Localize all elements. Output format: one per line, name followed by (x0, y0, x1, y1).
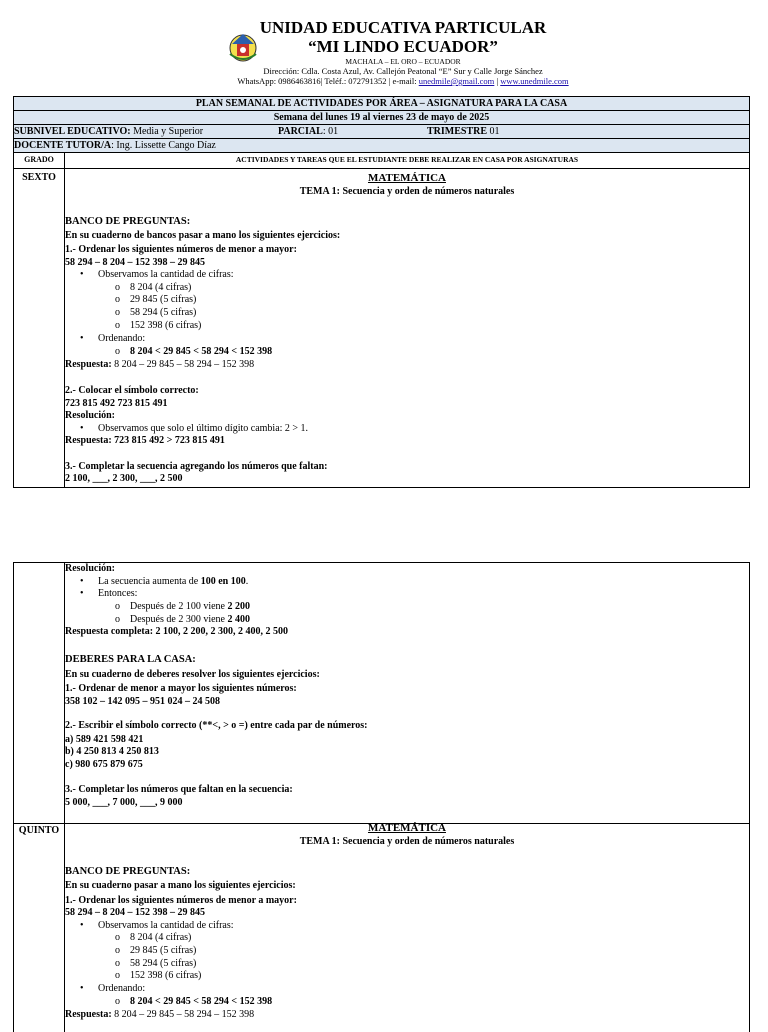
instruction: En su cuaderno de deberes resolver los siguientes ejercicios: (65, 669, 320, 680)
answer-1: Respuesta: 8 204 – 29 845 – 58 294 – 152 398 (65, 1009, 255, 1020)
school-name: “MI LINDO ECUADOR” (308, 37, 498, 56)
docente-row (14, 139, 749, 153)
school-contact (65, 76, 741, 86)
question-1: 1.- Ordenar los siguientes números de menor a mayor: (65, 895, 297, 906)
section-banco: BANCO DE PREGUNTAS: (65, 216, 191, 227)
answer-3: Respuesta completa: 2 100, 2 200, 2 300, 2 400, 2 500 (65, 626, 289, 637)
list-item: • Entonces: (80, 588, 138, 599)
docente: DOCENTE TUTOR/A: Ing. Lissette Cango Díaz (14, 140, 216, 151)
instruction: En su cuaderno pasar a mano los siguientes ejercicios: (65, 880, 296, 891)
sublevel: SUBNIVEL EDUCATIVO: Media y Superior (14, 126, 204, 137)
contact-text: WhatsApp: 0986463816| Teléf.: 072791352 | e-mail: (237, 76, 419, 86)
homework-2b: b) 4 250 813 4 250 813 (65, 746, 159, 757)
answer-2: Respuesta: 723 815 492 > 723 815 491 (65, 435, 225, 446)
list-item: • Observamos que solo el último dígito cambia: 2 > 1. (80, 423, 309, 434)
question-2-numbers: 723 815 492 723 815 491 (65, 398, 168, 409)
email-link[interactable]: unedmile@gmail.com (418, 76, 495, 86)
list-item: o 152 398 (6 cifras) (115, 970, 202, 981)
homework-2a: a) 589 421 598 421 (65, 734, 144, 745)
list-item: o 152 398 (6 cifras) (115, 320, 202, 331)
answer-1: Respuesta: 8 204 – 29 845 – 58 294 – 152 398 (65, 359, 255, 370)
website-link[interactable]: www.unedmile.com (500, 76, 569, 86)
list-item: o 58 294 (5 cifras) (115, 958, 197, 969)
parcial: PARCIAL: 01 (278, 126, 339, 137)
school-address: Dirección: Cdla. Costa Azul, Av. Callejón Peatonal “E” Sur y Calle Jorge Sánchez (263, 66, 543, 76)
topic-heading: TEMA 1: Secuencia y orden de números naturales (299, 186, 515, 197)
section-banco: BANCO DE PREGUNTAS: (65, 866, 191, 877)
list-item: o Después de 2 300 viene 2 400 (115, 614, 250, 625)
week-label: Semana del lunes 19 al viernes 23 de mayo de 2025 (273, 112, 490, 123)
homework-1: 1.- Ordenar de menor a mayor los siguientes números: (65, 683, 297, 694)
question-1-numbers: 58 294 – 8 204 – 152 398 – 29 845 (65, 257, 205, 268)
homework-3: 3.- Completar los números que faltan en la secuencia: (65, 784, 293, 795)
school-city: MACHALA – EL ORO – ECUADOR (345, 57, 461, 66)
question-2: 2.- Colocar el símbolo correcto: (65, 385, 199, 396)
plan-title: PLAN SEMANAL DE ACTIVIDADES POR ÁREA – ASIGNATURA PARA LA CASA (195, 98, 568, 109)
list-item: o 29 845 (5 cifras) (115, 294, 197, 305)
grade-quinto: QUINTO (18, 825, 60, 836)
topic-heading: TEMA 1: Secuencia y orden de números naturales (299, 836, 515, 847)
question-3-numbers: 2 100, ___, 2 300, ___, 2 500 (65, 473, 183, 484)
subject-heading: MATEMÁTICA (367, 822, 446, 834)
homework-1-numbers: 358 102 – 142 095 – 951 024 – 24 508 (65, 696, 220, 707)
letterhead (0, 0, 768, 90)
list-item: • Observamos la cantidad de cifras: (80, 269, 234, 280)
subject-heading: MATEMÁTICA (367, 172, 446, 184)
contact-separator: | (494, 76, 501, 86)
list-item: o 8 204 (4 cifras) (115, 282, 192, 293)
list-item: • Ordenando: (80, 983, 146, 994)
list-item: o 29 845 (5 cifras) (115, 945, 197, 956)
question-1: 1.- Ordenar los siguientes números de menor a mayor: (65, 244, 297, 255)
list-item: o 8 204 < 29 845 < 58 294 < 152 398 (115, 346, 273, 357)
trimestre: TRIMESTRE 01 (427, 126, 500, 137)
school-type: UNIDAD EDUCATIVA PARTICULAR (259, 18, 547, 37)
resolution-label: Resolución: (65, 410, 115, 421)
question-3: 3.- Completar la secuencia agregando los números que faltan: (65, 461, 328, 472)
columns-header-row (14, 153, 749, 169)
homework-2c: c) 980 675 879 675 (65, 759, 143, 770)
list-item: • Observamos la cantidad de cifras: (80, 920, 234, 931)
column-actividades: ACTIVIDADES Y TAREAS QUE EL ESTUDIANTE DEBE REALIZAR EN CASA POR ASIGNATURAS (235, 155, 579, 164)
sublevel-row (14, 125, 749, 139)
list-item: o 8 204 (4 cifras) (115, 932, 192, 943)
homework-2: 2.- Escribir el símbolo correcto (**<, > o =) entre cada par de números: (65, 720, 368, 731)
column-grado: GRADO (24, 155, 54, 164)
resolution-label: Resolución: (65, 563, 115, 574)
instruction: En su cuaderno de bancos pasar a mano los siguientes ejercicios: (65, 230, 341, 241)
week-row (14, 111, 749, 125)
list-item: o 58 294 (5 cifras) (115, 307, 197, 318)
grade-sexto: SEXTO (22, 172, 56, 183)
homework-3-numbers: 5 000, ___, 7 000, ___, 9 000 (65, 797, 183, 808)
list-item: o Después de 2 100 viene 2 200 (115, 601, 250, 612)
list-item: o 8 204 < 29 845 < 58 294 < 152 398 (115, 996, 273, 1007)
section-deberes: DEBERES PARA LA CASA: (65, 654, 196, 665)
list-item: • Ordenando: (80, 333, 146, 344)
list-item: • La secuencia aumenta de 100 en 100. (80, 576, 249, 587)
question-1-numbers: 58 294 – 8 204 – 152 398 – 29 845 (65, 907, 205, 918)
plan-title-row (14, 97, 749, 111)
